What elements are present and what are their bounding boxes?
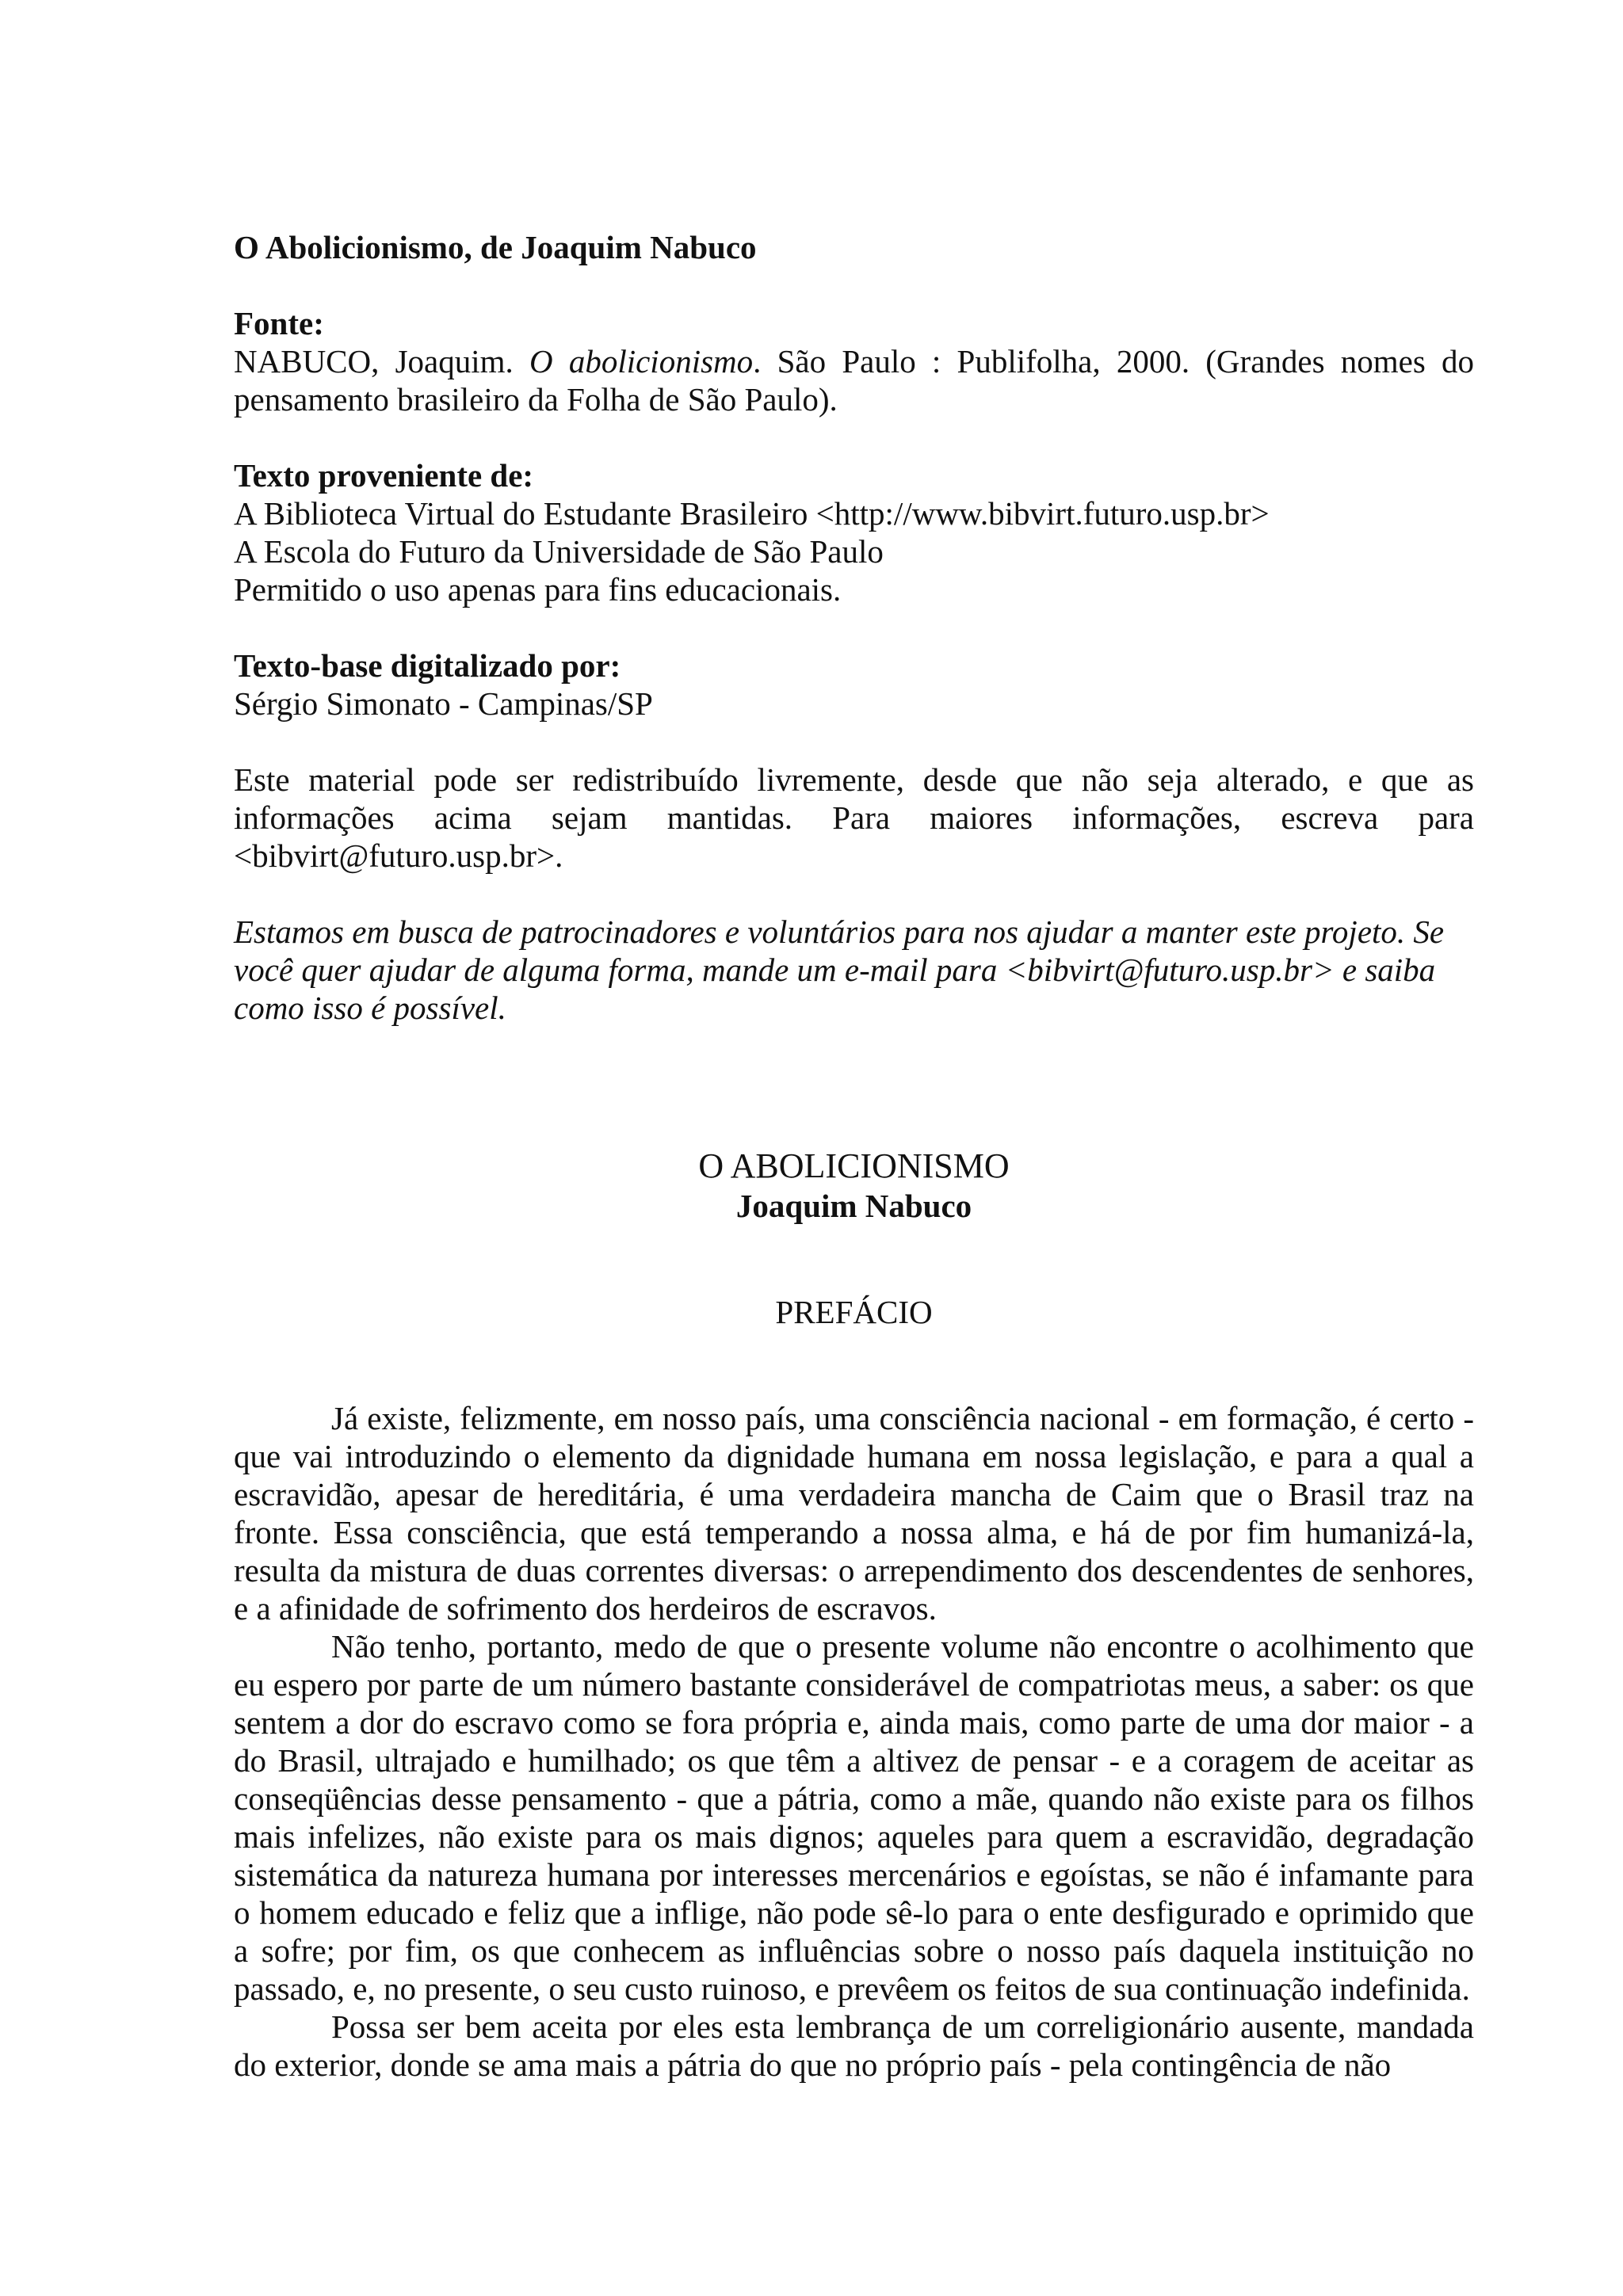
work-author: Joaquim Nabuco: [735, 1188, 972, 1224]
aviso-line: informações acima sejam mantidas. Para maiores informações, escreva para: [234, 799, 1474, 836]
fonte-citation-line2: pensamento brasileiro da Folha de São Paulo).: [234, 381, 838, 418]
fonte-citation-line1: [234, 342, 1474, 380]
proveniente-section: [234, 456, 1474, 608]
apelo-line: Estamos em busca de patrocinadores e voluntários para nos ajudar a manter este projeto. Se: [234, 913, 1445, 950]
fonte-citation-work-title: O abolicionismo: [529, 343, 754, 379]
aviso-line: <bibvirt@futuro.usp.br>.: [234, 837, 563, 874]
apelo-line: você quer ajudar de alguma forma, mande um e-mail para <bibvirt@futuro.usp.br> e saiba: [234, 952, 1436, 988]
prefacio-body: [234, 1399, 1474, 2084]
prefacio-paragraph: Já existe, felizmente, em nosso país, uma consciência nacional - em formação, é certo - que vai introduzindo o elemento da dignidade humana em nossa legislação, e para a qual a escravidão, apesar de hereditária, é uma verdadeira mancha de Caim que o Brasil traz na fronte. Essa consciência, que está temperando a nossa alma, e há de por fim humanizá-la, resulta da mistura de duas correntes diversas: o arrependimento dos descendentes de senhores, e a afinidade de sofrimento dos herdeiros de escravos.: [234, 1400, 1474, 1627]
digitalizado-section: [234, 646, 1474, 723]
aviso-line: Este material pode ser redistribuído livremente, desde que não seja alterado, e que as: [234, 761, 1474, 798]
fonte-citation-author: NABUCO, Joaquim.: [234, 343, 529, 379]
fonte-citation-publisher: . São Paulo : Publifolha, 2000. (Grandes nomes do: [753, 343, 1475, 379]
digitalizado-value: Sérgio Simonato - Campinas/SP: [234, 685, 653, 722]
digitalizado-label: Texto-base digitalizado por:: [234, 647, 621, 684]
apelo-line: como isso é possível.: [234, 990, 506, 1026]
proveniente-line: A Biblioteca Virtual do Estudante Brasileiro <http://www.bibvirt.futuro.usp.br>: [234, 495, 1270, 532]
section-heading-prefacio: PREFÁCIO: [775, 1294, 933, 1330]
document-page: [234, 228, 1474, 2084]
work-title: O ABOLICIONISMO: [698, 1146, 1010, 1185]
prefacio-paragraph: Possa ser bem aceita por eles esta lembrança de um correligionário ausente, mandada do exterior, donde se ama mais a pátria do que no próprio país - pela contingência de não: [234, 2008, 1474, 2083]
apelo-section: [234, 913, 1474, 1027]
aviso-section: [234, 761, 1474, 875]
proveniente-line: Permitido o uso apenas para fins educacionais.: [234, 571, 842, 608]
proveniente-label: Texto proveniente de:: [234, 457, 534, 494]
fonte-label: Fonte:: [234, 305, 324, 341]
fonte-section: [234, 304, 1474, 418]
proveniente-line: A Escola do Futuro da Universidade de São Paulo: [234, 533, 884, 570]
document-header-title: O Abolicionismo, de Joaquim Nabuco: [234, 229, 757, 265]
prefacio-paragraph: Não tenho, portanto, medo de que o presente volume não encontre o acolhimento que eu espero por parte de um número bastante considerável de compatriotas meus, a saber: os que sentem a dor do escravo como se fora própria e, ainda mais, como parte de uma dor maior - a do Brasil, ultrajado e humilhado; os que têm a altivez de pensar - e a coragem de aceitar as conseqüências desse pensamento - que a pátria, como a mãe, quando não existe para os filhos mais infelizes, não existe para os mais dignos; aqueles para quem a escravidão, degradação sistemática da natureza humana por interesses mercenários e egoístas, se não é infamante para o homem educado e feliz que a inflige, não pode sê-lo para o ente desfigurado e oprimido que a sofre; por fim, os que conhecem as influências sobre o nosso país daquela instituição no passado, e, no presente, o seu custo ruinoso, e prevêem os feitos de sua continuação indefinida.: [234, 1628, 1474, 2007]
